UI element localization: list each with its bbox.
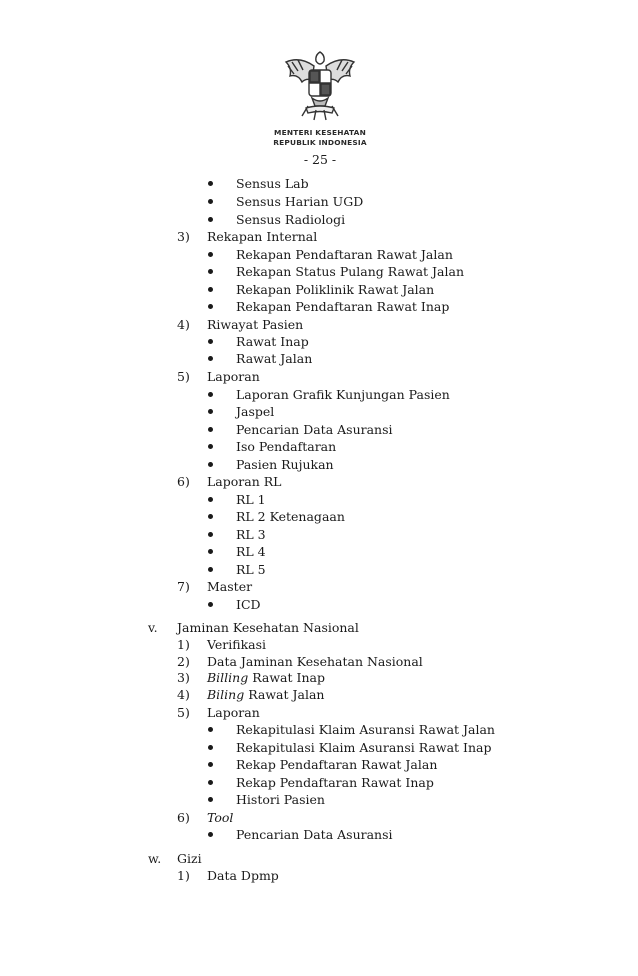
- italic-term: Biling: [207, 687, 245, 702]
- ministry-title: [255, 128, 385, 147]
- section-heading: Jaminan Kesehatan Nasional: [177, 620, 359, 635]
- section-heading: Gizi: [177, 851, 202, 866]
- ministry-line-2: REPUBLIK INDONESIA: [273, 137, 367, 147]
- garuda-pancasila-emblem-icon: [278, 48, 362, 124]
- ministry-line-1: MENTERI KESEHATAN: [274, 128, 366, 137]
- list-heading: Riwayat Pasien: [207, 317, 304, 332]
- list-number: 1): [177, 637, 190, 652]
- list-item: Pencarian Data Asuransi: [236, 422, 393, 437]
- list-heading: Rekapan Internal: [207, 229, 318, 244]
- list-item: Jaspel: [236, 404, 275, 419]
- heading-text: Rawat Jalan: [244, 687, 325, 702]
- list-item: Rekapan Poliklinik Rawat Jalan: [236, 282, 435, 297]
- list-number: 2): [177, 654, 190, 669]
- list-number: 6): [177, 810, 190, 825]
- page-number: - 25 -: [303, 152, 337, 167]
- list-item: Pasien Rujukan: [236, 457, 334, 472]
- list-item: Histori Pasien: [236, 792, 325, 807]
- list-heading: Verifikasi: [207, 637, 267, 652]
- list-heading: Laporan: [207, 705, 260, 720]
- list-heading: Tool: [207, 810, 234, 825]
- list-item: RL 5: [236, 562, 266, 577]
- list-item: Sensus Harian UGD: [236, 194, 364, 209]
- list-number: 5): [177, 369, 190, 384]
- list-item: Sensus Radiologi: [236, 212, 346, 227]
- list-item: Rekapan Pendaftaran Rawat Jalan: [236, 247, 453, 262]
- list-item: Rawat Inap: [236, 334, 309, 349]
- list-item: Laporan Grafik Kunjungan Pasien: [236, 387, 450, 402]
- list-heading: [207, 669, 325, 686]
- list-heading: Data Jaminan Kesehatan Nasional: [207, 654, 423, 669]
- list-item: Rekap Pendaftaran Rawat Jalan: [236, 757, 438, 772]
- section-letter: w.: [148, 851, 162, 866]
- list-item: RL 2 Ketenagaan: [236, 509, 345, 524]
- list-item: Pencarian Data Asuransi: [236, 827, 393, 842]
- list-item: ICD: [236, 597, 261, 612]
- list-number: 3): [177, 229, 190, 244]
- list-number: 7): [177, 579, 190, 594]
- list-item: Rawat Jalan: [236, 351, 313, 366]
- list-item: Rekapitulasi Klaim Asuransi Rawat Jalan: [236, 722, 495, 737]
- list-number: 6): [177, 474, 190, 489]
- list-item: Sensus Lab: [236, 176, 309, 191]
- italic-term: Billing: [207, 670, 249, 685]
- list-item: Rekapan Status Pulang Rawat Jalan: [236, 264, 465, 279]
- list-heading: Master: [207, 579, 253, 594]
- list-heading: Laporan RL: [207, 474, 282, 489]
- list-item: Rekapitulasi Klaim Asuransi Rawat Inap: [236, 740, 492, 755]
- list-item: RL 1: [236, 492, 266, 507]
- list-item: Rekap Pendaftaran Rawat Inap: [236, 775, 434, 790]
- list-number: 1): [177, 868, 190, 883]
- list-heading: [207, 686, 324, 703]
- list-number: 3): [177, 670, 190, 685]
- list-item: Iso Pendaftaran: [236, 439, 337, 454]
- list-number: 5): [177, 705, 190, 720]
- list-number: 4): [177, 317, 190, 332]
- list-heading: Laporan: [207, 369, 260, 384]
- list-number: 4): [177, 687, 190, 702]
- list-item: Rekapan Pendaftaran Rawat Inap: [236, 299, 450, 314]
- list-heading: Data Dpmp: [207, 868, 279, 883]
- list-item: RL 4: [236, 544, 266, 559]
- heading-text: Rawat Inap: [248, 670, 325, 685]
- section-letter: v.: [148, 620, 158, 635]
- list-item: RL 3: [236, 527, 266, 542]
